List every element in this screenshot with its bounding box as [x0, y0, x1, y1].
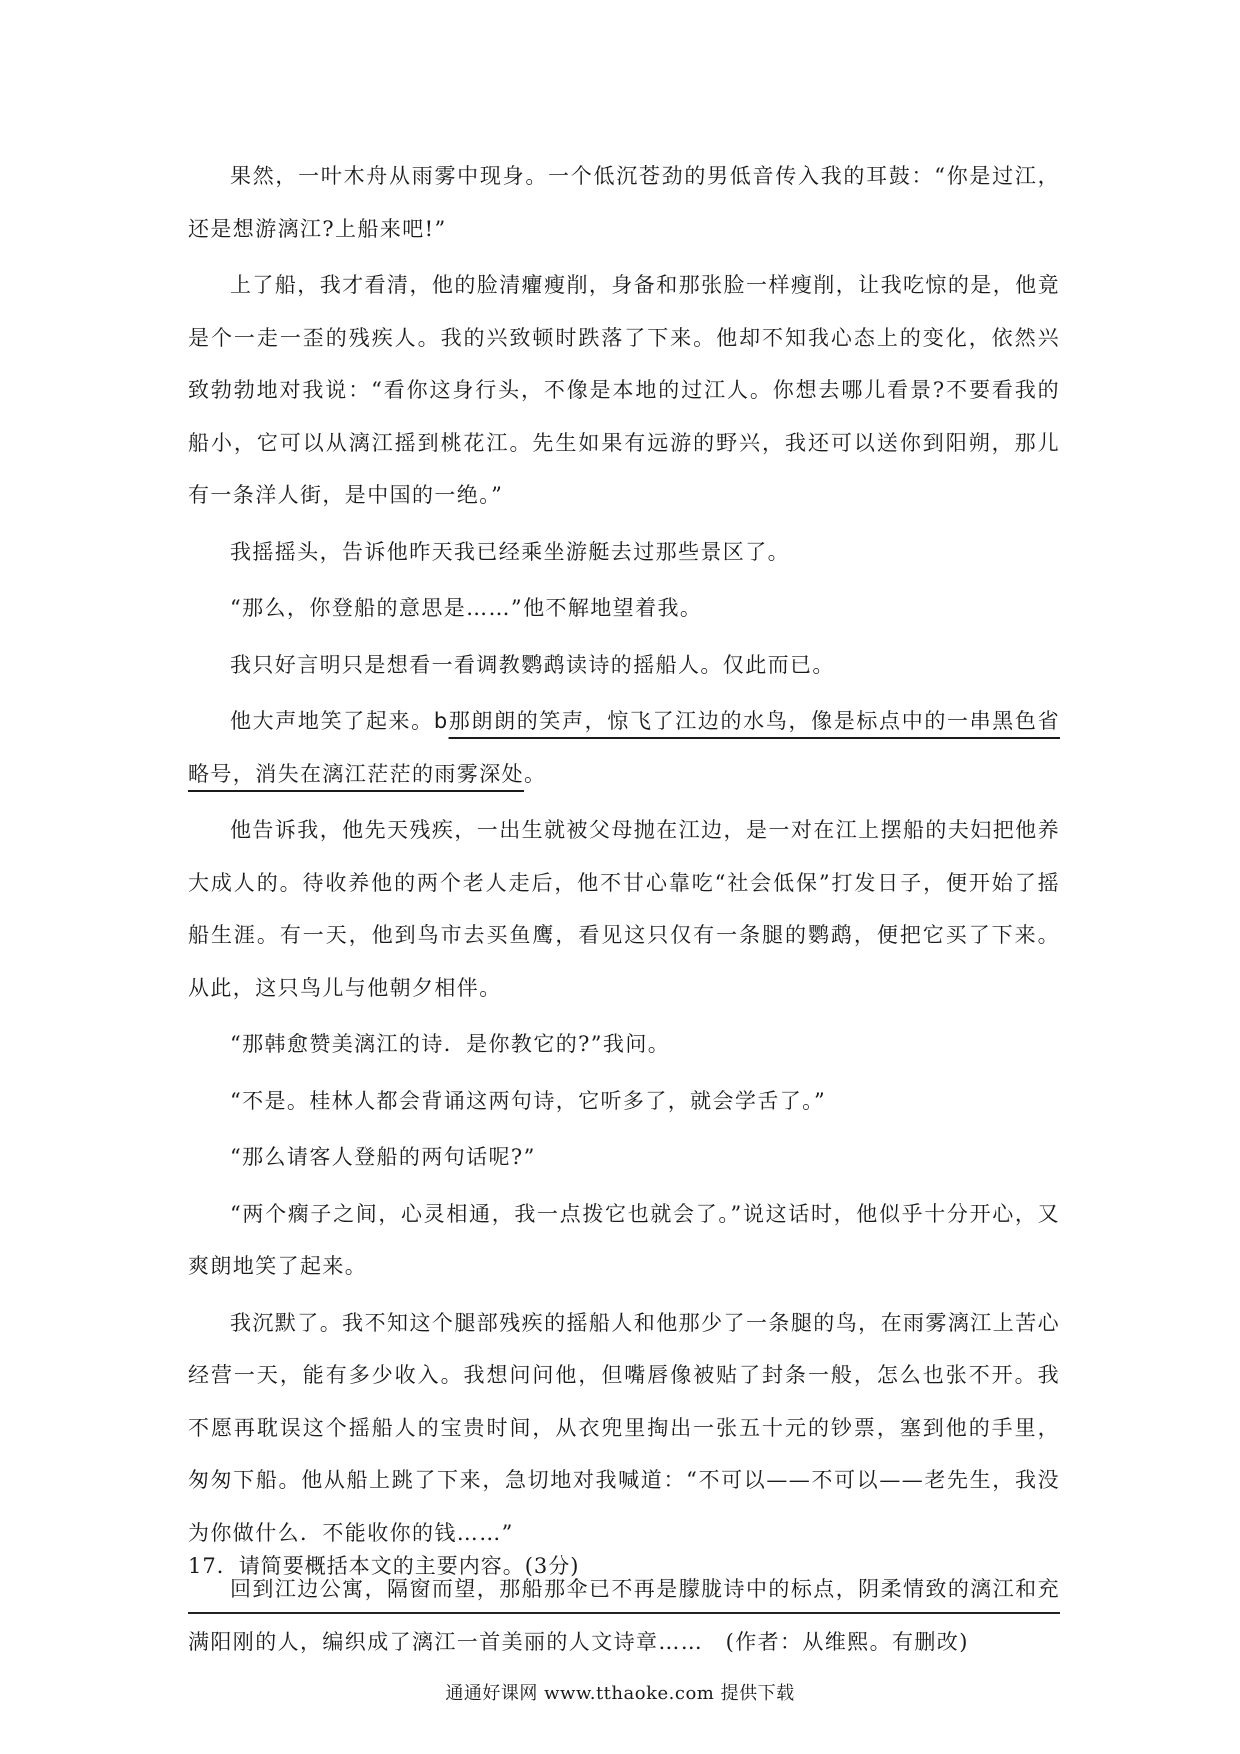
- paragraph-6: [188, 695, 1060, 800]
- paragraph-4: “那么，你登船的意思是……”他不解地望着我。: [230, 596, 703, 620]
- underlined-tail: 。: [524, 761, 547, 786]
- paragraph-10: “那么请客人登船的两句话呢?”: [230, 1145, 536, 1169]
- paragraph-9: “不是。桂林人都会背诵这两句诗，它听多了，就会学舌了。”: [230, 1088, 827, 1113]
- answer-line: [188, 1612, 1060, 1614]
- paragraph-8: “那韩愈赞美漓江的诗．是你教它的?”我问。: [230, 1032, 671, 1056]
- underlined-sentence: 那朗朗的笑声，惊飞了江边的水鸟，像是标点中的一串黑色省略号，消失在漓江茫茫的雨雾深处: [188, 709, 1060, 786]
- paragraph-13: 回到江边公寓，隔窗而望，那船那伞已不再是朦胧诗中的标点，阴柔情致的漓江和充满阳刚的人，编织成了漓江一首美丽的人文诗章…… (作者：从维熙。有删改): [188, 1577, 1060, 1654]
- paragraph-3: 我摇摇头，告诉他昨天我已经乘坐游艇去过那些景区了。: [230, 539, 790, 564]
- page-footer: 通通好课网 www.tthaoke.com 提供下载: [445, 1683, 795, 1704]
- article-body: [188, 150, 1060, 1672]
- paragraph-1: 果然，一叶木舟从雨雾中现身。一个低沉苍劲的男低音传入我的耳鼓：“你是过江，还是想游漓江?上船来吧!”: [188, 164, 1060, 241]
- paragraph-2: 上了船，我才看清，他的脸清癯瘦削，身备和那张脸一样瘦削，让我吃惊的是，他竟是个一走一歪的残疾人。我的兴致顿时跌落了下来。他却不知我心态上的变化，依然兴致勃勃地对我说：“看你这身行头，不像是本地的过江人。你想去哪儿看景?不要看我的船小，它可以从漓江摇到桃花江。先生如果有远游的野兴，我还可以送你到阳朔，那儿有一条洋人街，是中国的一绝。”: [188, 273, 1060, 507]
- underline-marker: b: [433, 709, 449, 733]
- paragraph-5: 我只好言明只是想看一看调教鹦鹉读诗的摇船人。仅此而已。: [230, 652, 835, 677]
- paragraph-6-lead: 他大声地笑了起来。: [230, 709, 434, 733]
- paragraph-11: “两个瘸子之间，心灵相通，我一点拨它也就会了。”说这话时，他似乎十分开心，又爽朗地笑了起来。: [188, 1201, 1060, 1278]
- paragraph-7: 他告诉我，他先天残疾，一出生就被父母抛在江边，是一对在江上摆船的夫妇把他养大成人的。待收养他的两个老人走后，他不甘心靠吃“社会低保”打发日子，便开始了摇船生涯。有一天，他到鸟市去买鱼鹰，看见这只仅有一条腿的鹦鹉，便把它买了下来。从此，这只鸟儿与他朝夕相伴。: [188, 818, 1060, 1000]
- paragraph-12: 我沉默了。我不知这个腿部残疾的摇船人和他那少了一条腿的鸟，在雨雾漓江上苦心经营一天，能有多少收入。我想问问他，但嘴唇像被贴了封条一般，怎么也张不开。我不愿再耽误这个摇船人的宝贵时间，从衣兜里掏出一张五十元的钞票，塞到他的手里，匆匆下船。他从船上跳了下来，急切地对我喊道：“不可以——不可以——老先生，我没为你做什么．不能收你的钱……”: [188, 1310, 1060, 1545]
- question-17: 17．请简要概括本文的主要内容。(3分): [188, 1554, 580, 1578]
